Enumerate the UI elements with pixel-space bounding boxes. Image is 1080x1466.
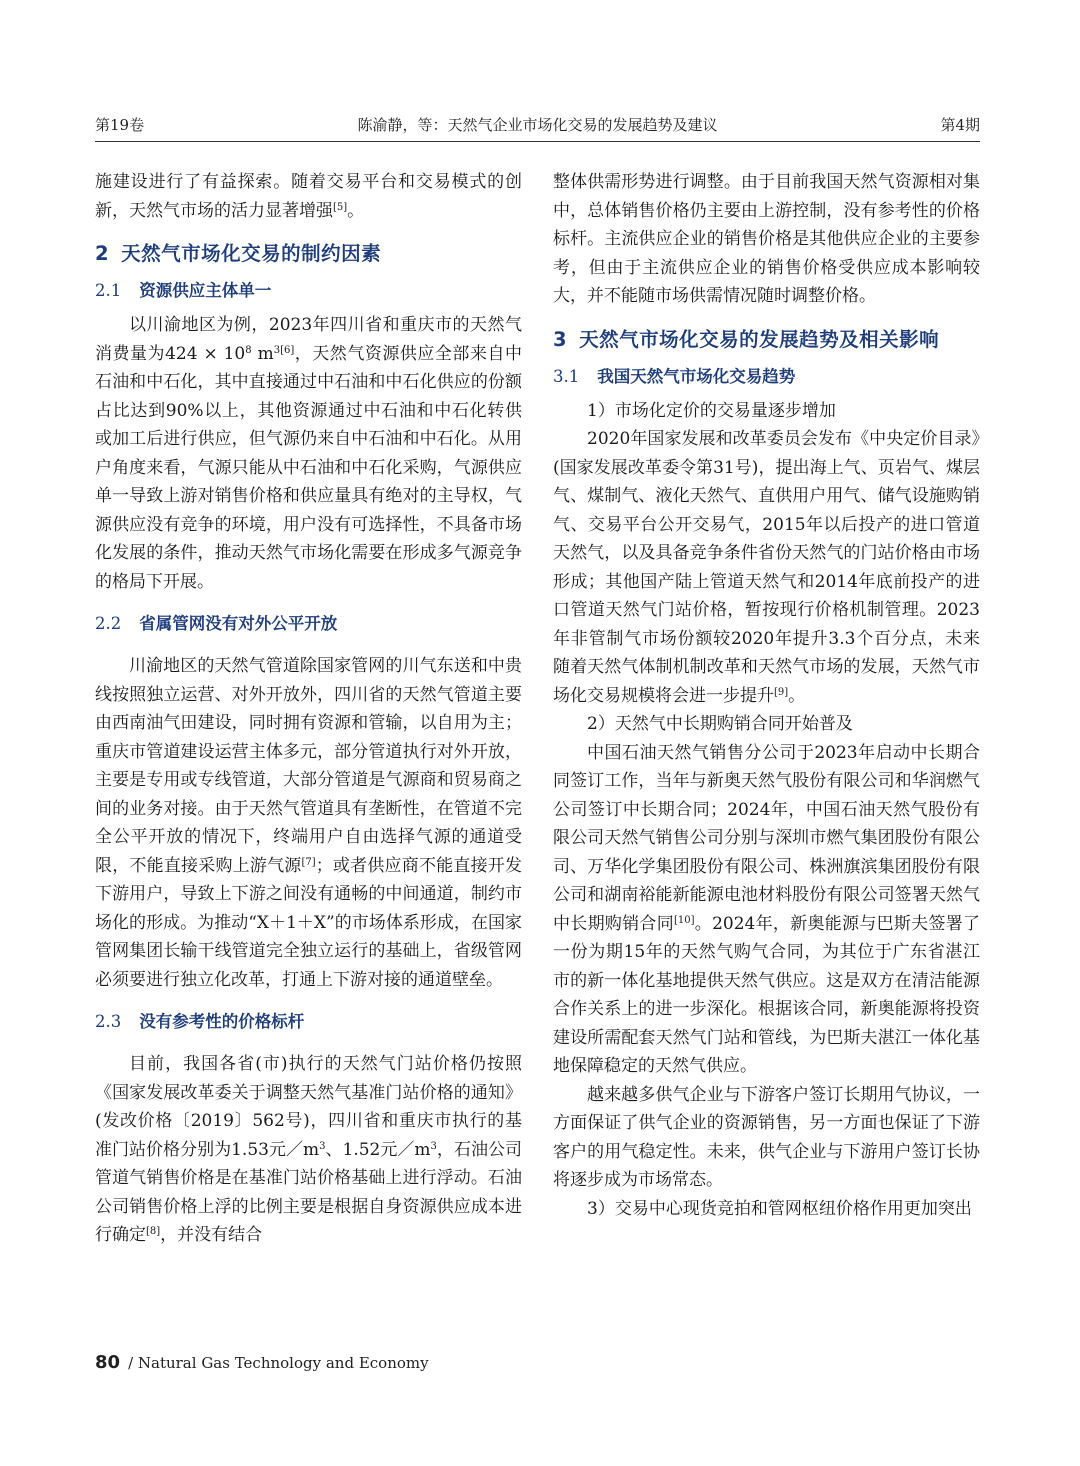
subsection-title: 没有参考性的价格标杆 [139,1012,305,1031]
journal-name: / Natural Gas Technology and Economy [128,1354,429,1372]
citation-ref[interactable]: [5] [333,201,348,213]
subsection-number: 2.3 [95,1012,122,1031]
section-title: 天然气市场化交易的发展趋势及相关影响 [579,327,940,351]
paragraph-resource-supply: 以川渝地区为例，2023年四川省和重庆市的天然气消费量为$424 \times 10^8$ $m^{3[6]}$，天然气资源供应全部来自中石油和中石化，其中直接通过中石油和中石化供应的份额占比达到90%以上，其他资源通过中石油和中石化转供或加工后进行供应，但气源仍来自中石油和中石化。从用户角度来看，气源只能从中石油和中石化采购，气源供应单一导致上游对销售价格和供应量具有绝对的主导权，气源供应没有竞争的环境，用户没有可选择性，不具备市场化发展的条件，推动天然气市场化需要在形成多气源竞争的格局下开展。 [95,315,522,592]
right-column [553,168,980,1223]
subsection-number: 2.1 [95,281,122,300]
citation-ref[interactable]: [10] [673,914,695,926]
left-column [95,168,522,1250]
list-heading-2: 2）天然气中长期购销合同开始普及 [587,714,853,734]
citation-ref[interactable]: [8] [146,1226,161,1237]
page-footer [95,1352,429,1373]
paragraph-continued: 整体供需形势进行调整。由于目前我国天然气资源相对集中，总体销售价格仍主要由上游控制，没有参考性的价格标杆。主流供应企业的销售价格是其他供应企业的主要参考，但由于主流供应企业的销售价格受供应成本影响较大，并不能随市场供需情况随时调整价格。 [553,172,980,306]
citation-ref[interactable]: [6] [280,344,295,356]
section-title: 天然气市场化交易的制约因素 [121,242,382,265]
subsection-title: 资源供应主体单一 [139,281,272,300]
subsection-heading-3-1 [553,363,980,391]
subsection-title: 省属管网没有对外公平开放 [139,614,338,633]
subsection-heading-2-1 [95,277,522,305]
running-header [95,110,980,138]
subsection-heading-2-3 [95,1008,522,1036]
volume-label: 第19卷 [95,116,145,134]
header-rule [95,141,980,142]
subsection-title: 我国天然气市场化交易趋势 [597,366,796,386]
paragraph-pipeline-access: 川渝地区的天然气管道除国家管网的川气东送和中贵线按照独立运营、对外开放外，四川省的天然气管道主要由西南油气田建设，同时拥有资源和管输，以自用为主；重庆市管道建设运营主体多元，部分管道执行对外开放，主要是专用或专线管道，大部分管道是气源商和贸易商之间的业务对接。由于天然气管道具有垄断性，在管道不完全公平开放的情况下，终端用户自由选择气源的通道受限，不能直接采购上游气源[7]；或者供应商不能直接开发下游用户，导致上下游之间没有通畅的中间通道，制约市场化的形成。为推动“X＋1＋X”的市场体系形成，在国家管网集团长输干线管道完全独立运行的基础上，省级管网必须要进行独立化改革，打通上下游对接的通道壁垒。 [95,656,523,990]
list-heading-1: 1）市场化定价的交易量逐步增加 [587,400,836,421]
subsection-heading-2-2 [95,610,522,638]
section-number: 2 [95,242,110,265]
page-number: 80 [95,1352,121,1373]
section-heading-2 [95,239,522,269]
running-title: 陈渝静，等：天然气企业市场化交易的发展趋势及建议 [357,116,718,134]
citation-ref[interactable]: [9] [774,686,789,698]
paragraph-long-term-agreements: 越来越多供气企业与下游客户签订长期用气协议，一方面保证了供气企业的资源销售，另一方面也保证了下游客户的用气稳定性。未来，供气企业与下游用户签订长协将逐步成为市场常态。 [553,1084,980,1190]
citation-ref[interactable]: [7] [301,856,316,868]
subsection-number: 3.1 [553,366,580,386]
paragraph-continued: 施建设进行了有益探索。随着交易平台和交易模式的创新，天然气市场的活力显著增强[5]。 [95,172,522,221]
paragraph-market-pricing: 2020年国家发展和改革委员会发布《中央定价目录》(国家发展改革委令第31号)，提出海上气、页岩气、煤层气、煤制气、液化天然气、直供用户用气、储气设施购销气、交易平台公开交易气，2015年以后投产的进口管道天然气，以及具备竞争条件省份天然气的门站价格由市场形成；其他国产陆上管道天然气和2014年底前投产的进口管道天然气门站价格，暂按现行价格机制管理。2023年非管制气市场份额较2020年提升3.3个百分点，未来随着天然气体制机制改革和天然气市场的发展，天然气市场化交易规模将会进一步提升[9]。 [553,429,980,706]
subsection-number: 2.2 [95,614,122,633]
list-heading-3: 3）交易中心现货竞拍和管网枢纽价格作用更加突出 [587,1198,972,1219]
paragraph-long-term-contracts: 中国石油天然气销售分公司于2023年启动中长期合同签订工作，当年与新奥天然气股份有限公司和华润燃气公司签订中长期合同；2024年，中国石油天然气股份有限公司天然气销售公司分别与深圳市燃气集团股份有限公司、万华化学集团股份有限公司、株洲旗滨集团股份有限公司和湖南裕能新能源电池材料股份有限公司签署天然气中长期购销合同[10]。2024年，新奥能源与巴斯夫签署了一份为期15年的天然气购气合同，为其位于广东省湛江市的新一体化基地提供天然气供应。这是双方在清洁能源合作关系上的进一步深化。根据该合同，新奥能源将投资建设所需配套天然气门站和管线，为巴斯夫湛江一体化基地保障稳定的天然气供应。 [553,742,981,1076]
paragraph-price-benchmark: 目前，我国各省(市)执行的天然气门站价格仍按照《国家发展改革委关于调整天然气基准门站价格的通知》(发改价格〔2019〕562号)，四川省和重庆市执行的基准门站价格分别为1.53元$/m^3$、1.52元$/m^3$，石油公司管道气销售价格是在基准门站价格基础上进行浮动。石油公司销售价格上浮的比例主要是根据自身资源供应成本进行确定[8]，并没有结合 [95,1054,522,1245]
issue-label: 第4期 [940,116,980,134]
section-heading-3 [553,325,980,355]
section-number: 3 [553,327,568,351]
